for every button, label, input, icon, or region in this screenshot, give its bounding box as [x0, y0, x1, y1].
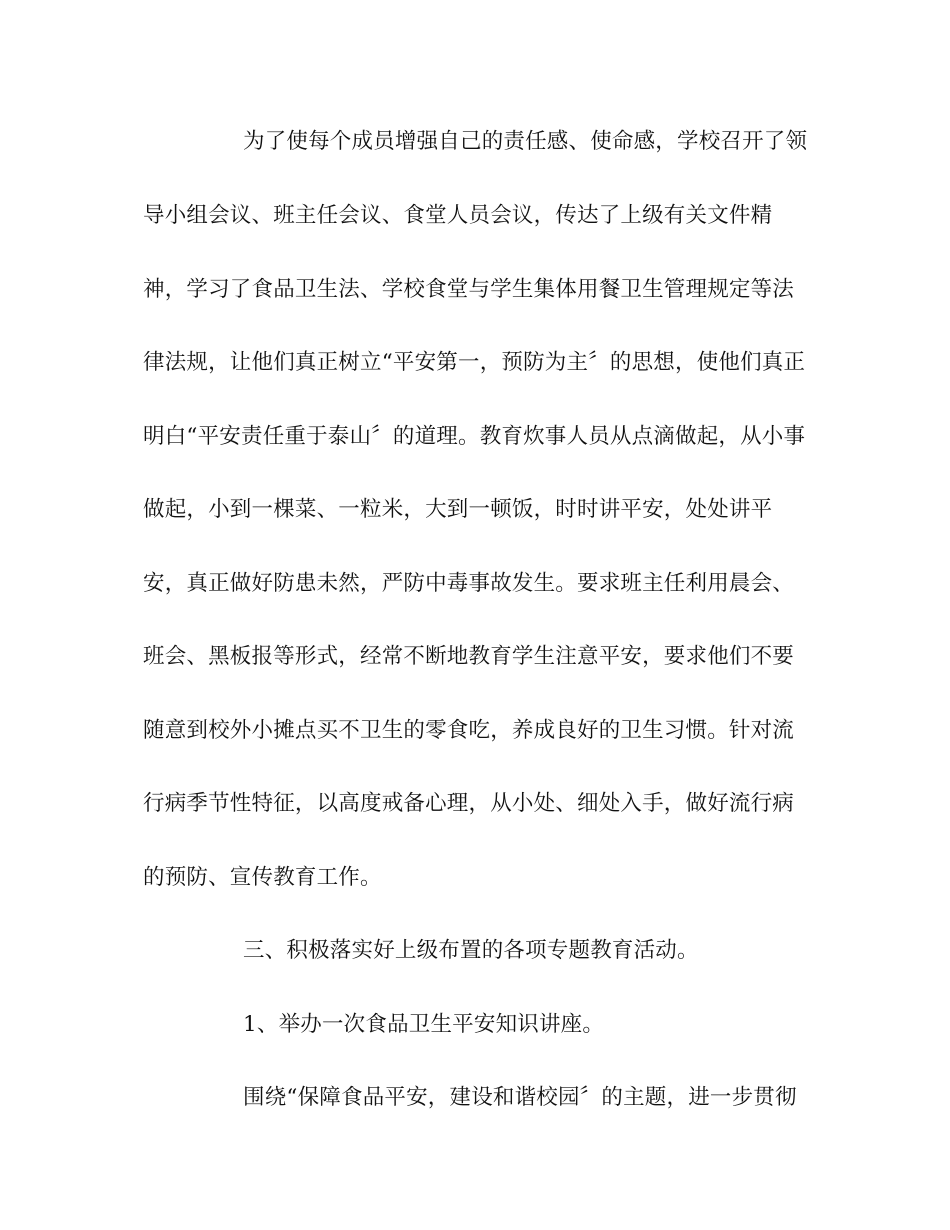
paragraph-1-line-8: 班会、黑板报等形式，经常不断地教育学生注意平安，要求他们不要 [143, 644, 795, 669]
paragraph-1-line-11: 的预防、宣传教育工作。 [143, 865, 382, 890]
paragraph-1-line-7: 安，真正做好防患未然，严防中毒事故发生。要求班主任利用晨会、 [143, 571, 795, 596]
paragraph-2-line-1: 围绕“保障食品平安，建设和谐校园〞的主题，进一步贯彻 [243, 1085, 797, 1110]
paragraph-1-line-6: 做起，小到一棵菜、一粒米，大到一顿饭，时时讲平安，处处讲平 [143, 497, 773, 522]
subsection-heading: 1、举办一次食品卫生平安知识讲座。 [243, 1012, 605, 1037]
paragraph-1-line-1: 为了使每个成员增强自己的责任感、使命感，学校召开了领 [243, 129, 808, 154]
paragraph-1-line-9: 随意到校外小摊点买不卫生的零食吃，养成良好的卫生习惯。针对流 [143, 718, 795, 743]
paragraph-1-line-4: 律法规，让他们真正树立“平安第一，预防为主〞的思想，使他们真正 [143, 350, 806, 375]
paragraph-1-line-3: 神，学习了食品卫生法、学校食堂与学生集体用餐卫生管理规定等法 [143, 277, 795, 302]
paragraph-1-line-10: 行病季节性特征，以高度戒备心理，从小处、细处入手，做好流行病 [143, 791, 795, 816]
section-heading: 三、积极落实好上级布置的各项专题教育活动。 [243, 938, 699, 963]
paragraph-1-line-5: 明白“平安责任重于泰山〞的道理。教育炊事人员从点滴做起，从小事 [143, 424, 806, 449]
paragraph-1-line-2: 导小组会议、班主任会议、食堂人员会议，传达了上级有关文件精 [143, 203, 773, 228]
